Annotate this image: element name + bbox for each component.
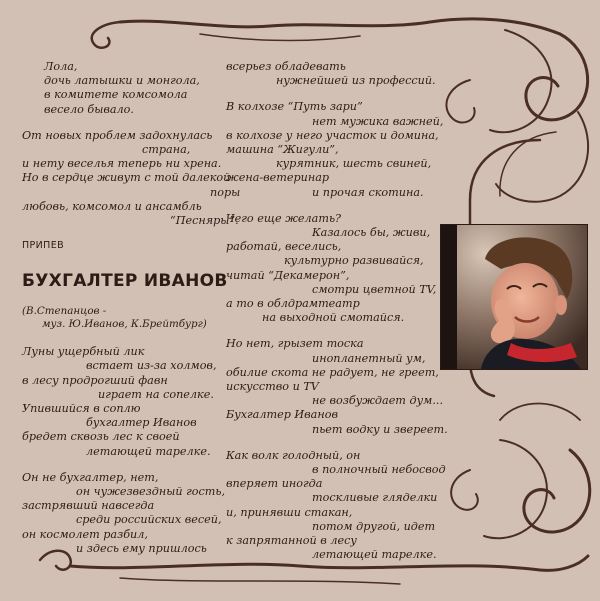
verse-line: Чего еще желать? [226, 211, 342, 225]
right-column [226, 60, 448, 575]
verse-line: От новых проблем задохнулась [22, 128, 213, 142]
verse-line: на выходной смотайся. [262, 311, 405, 325]
verse-line: и здесь ему пришлось [76, 541, 207, 555]
verse-line: Он не бухгалтер, нет, [22, 470, 159, 484]
stanza [226, 100, 444, 199]
stanza [226, 448, 446, 563]
left-column [22, 60, 241, 568]
stanza [226, 337, 448, 436]
verse-line: Лола, [44, 60, 78, 73]
verse-line: потом другой, идет [312, 519, 436, 533]
verse-line: Луны ущербный лик [22, 345, 145, 359]
verse-line: играет на сопелке. [98, 387, 214, 401]
verse-line: поры [210, 185, 241, 199]
verse-line: жена-ветеринар [226, 171, 330, 185]
song-credits [22, 305, 234, 331]
stanza [226, 211, 437, 326]
verse-line: инопланетный ум, [312, 351, 426, 365]
verse-line: в колхозе у него участок и домина, [226, 128, 439, 142]
verse-line: застрявший навсегда [22, 499, 155, 513]
verse-line: к запрятанной в лесу [226, 534, 357, 548]
verse-line: Но нет, грызет тоска [226, 337, 364, 351]
verse-line: Как волк голодный, он [226, 448, 361, 462]
refrain-label: ПРИПЕВ [22, 240, 65, 252]
verse-line: он космолет разбил, [22, 527, 148, 541]
verse-line: “Песняры”. [170, 214, 239, 228]
verse-line: а то в облдрамтеатр [226, 297, 360, 311]
verse-line: он чужезвездный гость, [76, 485, 226, 499]
verse-line: среди российских весей, [76, 513, 222, 527]
verse-line: обилие скота не радует, не греет, [226, 365, 439, 379]
verse-line: летающей тарелке. [312, 548, 437, 562]
verse-line: работай, веселись, [226, 240, 342, 254]
stanza [226, 60, 436, 88]
verse-line: В колхозе “Путь зари” [226, 100, 363, 114]
verse-line: культурно развивайся, [284, 254, 424, 268]
verse-line: и нету веселья теперь ни хрена. [22, 157, 222, 171]
stanza [22, 471, 234, 556]
verse-line: не возбуждает дум... [312, 394, 443, 408]
verse-line: машина “Жигули”, [226, 143, 339, 157]
verse-line: в лесу продрогший фавн [22, 373, 168, 387]
verse-line: Казалось бы, живи, [312, 226, 431, 240]
verse-line: бухгалтер Иванов [86, 416, 197, 430]
stanza [22, 60, 234, 117]
verse-line: встает из-за холмов, [86, 359, 217, 373]
verse-line: Но в сердце живут с той далекой [22, 171, 231, 185]
verse-line: летающей тарелке. [86, 444, 211, 458]
verse-line: в полночный небосвод [312, 463, 446, 477]
song-title: БУХГАЛТЕР ИВАНОВ [22, 271, 228, 292]
credits-line: муз. Ю.Иванов, К.Брейтбург) [42, 318, 207, 331]
verse-line: весело бывало. [44, 102, 134, 116]
verse-line: всерьез обладевать [226, 60, 346, 73]
stanza [22, 128, 241, 228]
verse-line: Бухгалтер Иванов [226, 408, 338, 422]
credits-line: (В.Степанцов - [22, 305, 107, 318]
verse-line: и, принявши стакан, [226, 505, 353, 519]
verse-line: в комитете комсомола [44, 88, 188, 102]
verse-line: и прочая скотина. [312, 185, 424, 199]
verse-line: дочь латышки и монгола, [44, 74, 200, 88]
portrait-photo [440, 224, 588, 370]
stanza [22, 345, 234, 459]
verse-line: бредет сквозь лес к своей [22, 430, 180, 444]
verse-line: искусство и TV [226, 380, 319, 394]
verse-line: вперяет иногда [226, 477, 323, 491]
verse-line: любовь, комсомол и ансамбль [22, 199, 202, 213]
verse-line: Упившийся в соплю [22, 402, 141, 416]
verse-line: смотри цветной TV, [312, 282, 437, 296]
verse-line: курятник, шесть свиней, [276, 157, 432, 171]
verse-line: страна, [142, 143, 191, 157]
verse-line: нужнейшей из профессий. [276, 74, 436, 88]
portrait-photo-icon [441, 225, 587, 369]
verse-line: нет мужика важней, [312, 114, 444, 128]
verse-line: читай “Декамерон”, [226, 268, 350, 282]
verse-line: тоскливые гляделки [312, 491, 438, 505]
verse-line: пьет водку и звереет. [312, 422, 448, 436]
